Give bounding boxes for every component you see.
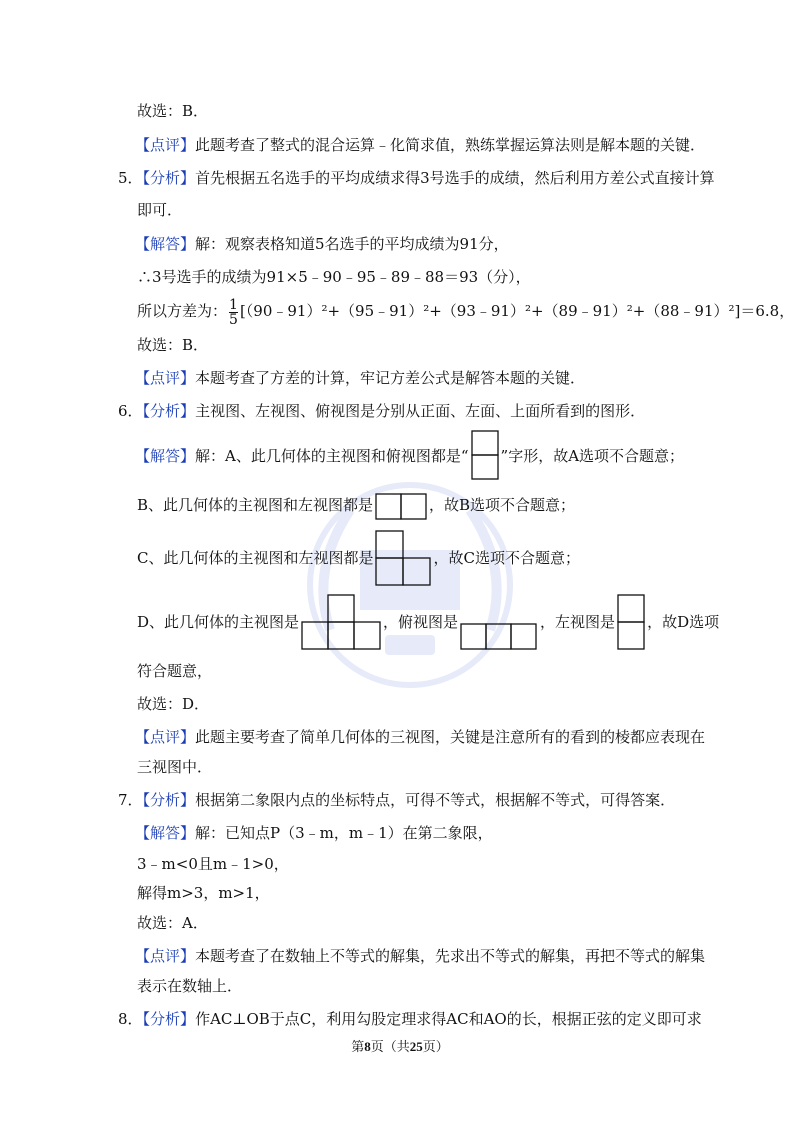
question-number: 5． xyxy=(118,169,143,187)
two-square-horizontal-figure xyxy=(375,492,427,520)
option-c-line xyxy=(137,530,580,586)
variance-line xyxy=(137,294,794,328)
solution-text-a: 解：A、此几何体的主视图和俯视图都是“ xyxy=(195,447,469,465)
solution-line xyxy=(135,430,684,480)
top-view-figure xyxy=(460,622,538,650)
inequality-line: 3﹣m<0且m﹣1>0， xyxy=(137,855,289,873)
variance-prefix: 所以方差为： xyxy=(137,302,228,320)
total-pages: 25 xyxy=(409,1039,423,1054)
analysis-tag: 【分析】 xyxy=(142,402,196,420)
analysis-tag: 【分析】 xyxy=(142,169,196,187)
fraction-denominator: 5 xyxy=(229,311,238,328)
comment-tag: 【点评】 xyxy=(135,947,196,965)
option-b-text-a: B、此几何体的主视图和左视图都是 xyxy=(137,496,374,514)
solution-text: 解：观察表格知道5名选手的平均成绩为91分， xyxy=(195,235,509,253)
comment-line xyxy=(135,945,705,967)
comment-text: 此题考查了整式的混合运算﹣化简求值，熟练掌握运算法则是解本题的关键． xyxy=(195,136,706,154)
answer-line: 故选：D． xyxy=(137,695,210,713)
solution-step: ∴3号选手的成绩为91×5﹣90﹣95﹣89﹣88＝93（分）， xyxy=(137,268,531,286)
answer-line: 故选：A． xyxy=(137,914,208,932)
answer-line: 故选：B． xyxy=(137,102,209,120)
option-d-text-a: D、此几何体的主视图是 xyxy=(137,613,300,631)
solution-text: 解：已知点P（3﹣m，m﹣1）在第二象限， xyxy=(195,824,493,842)
question-number: 6． xyxy=(118,402,143,420)
analysis-tag: 【分析】 xyxy=(142,1010,196,1028)
page-number: 8 xyxy=(364,1039,371,1054)
solve-line: 解得m>3，m>1， xyxy=(137,884,270,902)
comment-line xyxy=(135,134,705,156)
comment-text: 本题考查了方差的计算，牢记方差公式是解答本题的关键． xyxy=(195,369,586,387)
fraction xyxy=(229,298,238,327)
comment-line xyxy=(135,726,705,748)
analysis-line xyxy=(118,789,675,811)
analysis-line xyxy=(118,400,645,422)
option-d-text-cont: 符合题意， xyxy=(137,662,213,680)
analysis-text: 首先根据五名选手的平均成绩求得3号选手的成绩，然后利用方差公式直接计算 xyxy=(195,169,715,187)
analysis-text: 根据第二象限内点的坐标特点，可得不等式，根据解不等式，可得答案． xyxy=(195,791,676,809)
analysis-line xyxy=(118,1008,702,1030)
option-b-line xyxy=(137,490,575,520)
analysis-text-cont: 即可． xyxy=(137,201,183,219)
option-d-text-b: ，俯视图是 xyxy=(383,613,459,631)
solution-tag: 【解答】 xyxy=(135,235,196,253)
comment-line xyxy=(135,367,585,389)
solution-text-b: ”字形，故A选项不合题意； xyxy=(500,447,685,465)
comment-text-cont: 表示在数轴上． xyxy=(137,977,243,995)
analysis-line xyxy=(118,167,715,189)
footer-prefix: 第 xyxy=(351,1040,365,1055)
page-footer xyxy=(0,1036,800,1055)
left-view-figure xyxy=(617,594,645,650)
footer-mid: 页（共 xyxy=(370,1040,410,1055)
solution-line xyxy=(135,233,509,255)
fraction-numerator: 1 xyxy=(229,296,238,313)
solution-tag: 【解答】 xyxy=(135,447,196,465)
main-view-figure xyxy=(301,594,381,650)
comment-text-cont: 三视图中． xyxy=(137,758,213,776)
solution-tag: 【解答】 xyxy=(135,824,196,842)
question-number: 7． xyxy=(118,791,143,809)
question-number: 8． xyxy=(118,1010,143,1028)
comment-text: 此题主要考查了简单几何体的三视图，关键是注意所有的看到的棱都应表现在 xyxy=(195,728,706,746)
option-c-text-a: C、此几何体的主视图和左视图都是 xyxy=(137,549,374,567)
analysis-text: 作AC⊥OB于点C，利用勾股定理求得AC和AO的长，根据正弦的定义即可求 xyxy=(195,1010,702,1028)
option-d-text-c: ，左视图是 xyxy=(540,613,616,631)
solution-line xyxy=(135,822,493,844)
option-d-text-d: ，故D选项 xyxy=(647,613,720,631)
option-c-text-b: ，故C选项不合题意； xyxy=(433,549,580,567)
comment-text: 本题考查了在数轴上不等式的解集，先求出不等式的解集，再把不等式的解集 xyxy=(195,947,706,965)
comment-tag: 【点评】 xyxy=(135,728,196,746)
footer-suffix: 页） xyxy=(422,1040,449,1055)
l-shape-figure xyxy=(375,530,431,586)
analysis-tag: 【分析】 xyxy=(142,791,196,809)
option-b-text-b: ，故B选项不合题意； xyxy=(429,496,576,514)
answer-line: 故选：B． xyxy=(137,336,209,354)
comment-tag: 【点评】 xyxy=(135,136,196,154)
variance-formula: [（90﹣91）²+（95﹣91）²+（93﹣91）²+（89﹣91）²+（88﹣91）²]＝6.8， xyxy=(239,302,795,320)
option-d-line xyxy=(137,594,719,650)
comment-tag: 【点评】 xyxy=(135,369,196,387)
two-square-vertical-figure xyxy=(471,430,499,480)
analysis-text: 主视图、左视图、俯视图是分别从正面、左面、上面所看到的图形． xyxy=(195,402,646,420)
